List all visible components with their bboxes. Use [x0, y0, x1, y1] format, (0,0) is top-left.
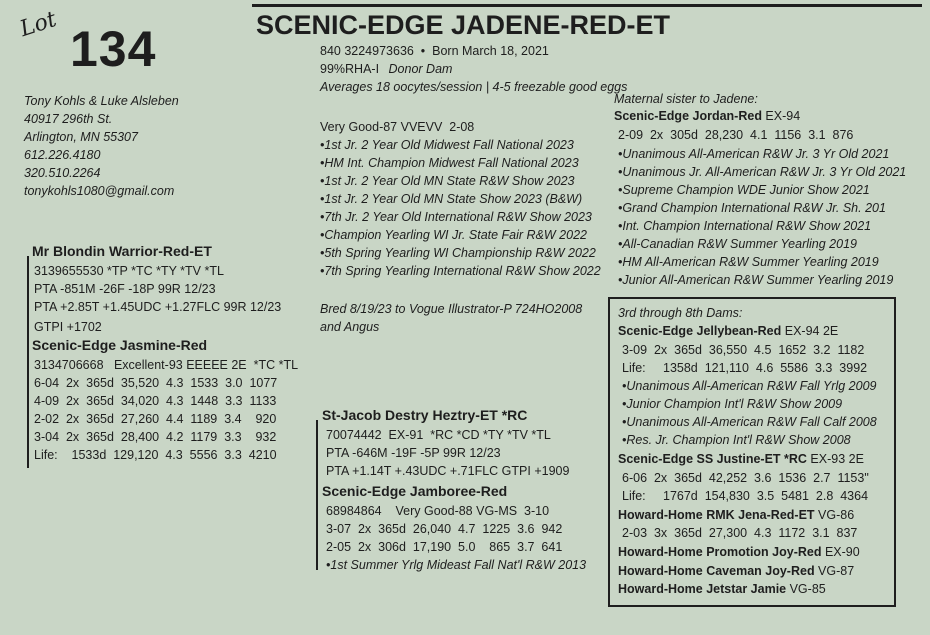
dam3-award: •Res. Jr. Champion Int'l R&W Show 2008 — [622, 433, 851, 447]
owner-email: tonykohls1080@gmail.com — [24, 184, 175, 198]
sister-award: •HM All-American R&W Summer Yearling 2019 — [618, 255, 879, 269]
mgs-name: St-Jacob Destry Heztry-ET *RC — [322, 407, 528, 423]
dam6-name: Howard-Home Promotion Joy-Red — [618, 545, 822, 559]
award-item: •1st Jr. 2 Year Old MN State Show 2023 (B&W) — [320, 192, 583, 206]
dam3-heading — [618, 322, 838, 340]
granddam-award: •1st Summer Yrlg Mideast Fall Nat'l R&W 2013 — [326, 558, 587, 572]
averages-line: Averages 18 oocytes/session | 4-5 freezable good eggs — [320, 80, 628, 94]
dam-line: 6-04 2x 365d 35,520 4.3 1533 3.0 1077 — [34, 376, 278, 390]
sister-score: EX-94 — [761, 109, 801, 123]
sire-line: PTA +2.85T +1.45UDC +1.27FLC 99R 12/23 — [34, 300, 282, 314]
rha-value: 99%RHA-I — [320, 62, 380, 76]
dam5-score: VG-86 — [814, 508, 855, 522]
sire-line: 3139655530 *TP *TC *TY *TV *TL — [34, 264, 224, 278]
dam3-score: EX-94 2E — [781, 324, 839, 338]
classification: Very Good-87 VVEVV 2-08 — [320, 120, 475, 134]
sister-heading — [614, 107, 800, 125]
award-item: •5th Spring Yearling WI Championship R&W 2022 — [320, 246, 596, 260]
dam5-name: Howard-Home RMK Jena-Red-ET — [618, 508, 815, 522]
dam5-record: 2-03 3x 365d 27,300 4.3 1172 3.1 837 — [622, 526, 858, 540]
sister-award: •Supreme Champion WDE Junior Show 2021 — [618, 183, 870, 197]
registration-line: 840 3224973636 • Born March 18, 2021 — [320, 44, 549, 58]
granddam-line: 68984864 Very Good-88 VG-MS 3-10 — [326, 504, 550, 518]
dam-line: Life: 1533d 129,120 4.3 5556 3.3 4210 — [34, 448, 277, 462]
sister-award: •Unanimous Jr. All-American R&W Jr. 3 Yr Old 2021 — [618, 165, 907, 179]
dam7-heading — [618, 562, 854, 580]
dam8-heading — [618, 580, 826, 598]
sire-line: GTPI +1702 — [34, 320, 102, 334]
dam-line: 3134706668 Excellent-93 EEEEE 2E *TC *TL — [34, 358, 299, 372]
award-item: •HM Int. Champion Midwest Fall National 2023 — [320, 156, 579, 170]
owner-phone2: 320.510.2264 — [24, 166, 101, 180]
sire-name: Mr Blondin Warrior-Red-ET — [32, 243, 212, 259]
owner-block — [24, 92, 179, 200]
lot-label: Lot — [17, 6, 60, 43]
dam4-name: Scenic-Edge SS Justine-ET *RC — [618, 452, 807, 466]
dams-intro: 3rd through 8th Dams: — [618, 306, 743, 320]
sister-intro: Maternal sister to Jadene: — [614, 92, 758, 106]
award-item: •1st Jr. 2 Year Old Midwest Fall National 2023 — [320, 138, 574, 152]
sister-award: •Int. Champion International R&W Show 2021 — [618, 219, 872, 233]
award-item: •1st Jr. 2 Year Old MN State R&W Show 2023 — [320, 174, 575, 188]
dam3-record: 3-09 2x 365d 36,550 4.5 1652 3.2 1182 — [622, 343, 865, 357]
lot-number: 134 — [70, 21, 157, 77]
dam3-record: Life: 1358d 121,110 4.6 5586 3.3 3992 — [622, 361, 868, 375]
mgs-line: 70074442 EX-91 *RC *CD *TY *TV *TL — [326, 428, 551, 442]
granddam-line: 2-05 2x 306d 17,190 5.0 865 3.7 641 — [326, 540, 563, 554]
dam7-name: Howard-Home Caveman Joy-Red — [618, 564, 815, 578]
dam4-record: 6-06 2x 365d 42,252 3.6 1536 2.7 1153" — [622, 471, 869, 485]
donor-label: Donor Dam — [388, 62, 453, 76]
granddam-name: Scenic-Edge Jamboree-Red — [322, 483, 508, 499]
bred-line-2: and Angus — [320, 320, 380, 334]
top-rule — [252, 4, 922, 7]
dam-line: 3-04 2x 365d 28,400 4.2 1179 3.3 932 — [34, 430, 277, 444]
dam3-award: •Junior Champion Int'l R&W Show 2009 — [622, 397, 843, 411]
rha-line — [320, 60, 452, 78]
dam-line: 4-09 2x 365d 34,020 4.3 1448 3.3 1133 — [34, 394, 277, 408]
owner-address2: Arlington, MN 55307 — [24, 130, 138, 144]
bred-line-1: Bred 8/19/23 to Vogue Illustrator-P 724HO2008 — [320, 302, 583, 316]
dam4-heading — [618, 450, 864, 468]
dam8-name: Howard-Home Jetstar Jamie — [618, 582, 787, 596]
dam6-heading — [618, 543, 860, 561]
mgs-line: PTA -646M -19F -5P 99R 12/23 — [326, 446, 501, 460]
award-item: •7th Jr. 2 Year Old International R&W Show 2023 — [320, 210, 592, 224]
sister-award: •All-Canadian R&W Summer Yearling 2019 — [618, 237, 857, 251]
page-title: SCENIC-EDGE JADENE-RED-ET — [256, 10, 671, 40]
dam5-heading — [618, 506, 854, 524]
dam3-award: •Unanimous All-American R&W Fall Yrlg 2009 — [622, 379, 877, 393]
pedigree-bracket — [27, 256, 29, 468]
sire-line: PTA -851M -26F -18P 99R 12/23 — [34, 282, 216, 296]
dam3-award: •Unanimous All-American R&W Fall Calf 2008 — [622, 415, 877, 429]
granddam-line: 3-07 2x 365d 26,040 4.7 1225 3.6 942 — [326, 522, 563, 536]
dam3-name: Scenic-Edge Jellybean-Red — [618, 324, 782, 338]
award-item: •7th Spring Yearling International R&W Show 2022 — [320, 264, 601, 278]
sister-award: •Unanimous All-American R&W Jr. 3 Yr Old 2021 — [618, 147, 890, 161]
owner-address1: 40917 296th St. — [24, 112, 113, 126]
dam4-record: Life: 1767d 154,830 3.5 5481 2.8 4364 — [622, 489, 869, 503]
owner-phone1: 612.226.4180 — [24, 148, 101, 162]
sister-award: •Grand Champion International R&W Jr. Sh. 201 — [618, 201, 886, 215]
dam-line: 2-02 2x 365d 27,260 4.4 1189 3.4 920 — [34, 412, 277, 426]
mgs-line: PTA +1.14T +.43UDC +.71FLC GTPI +1909 — [326, 464, 570, 478]
dam7-score: VG-87 — [814, 564, 855, 578]
award-item: •Champion Yearling WI Jr. State Fair R&W 2022 — [320, 228, 587, 242]
pedigree-bracket — [316, 420, 318, 570]
sister-award: •Junior All-American R&W Summer Yearling 2019 — [618, 273, 894, 287]
dam8-score: VG-85 — [786, 582, 826, 596]
sister-record: 2-09 2x 305d 28,230 4.1 1156 3.1 876 — [618, 128, 854, 142]
sister-name: Scenic-Edge Jordan-Red — [614, 109, 762, 123]
dam4-score: EX-93 2E — [806, 452, 864, 466]
owner-name: Tony Kohls & Luke Alsleben — [24, 94, 179, 108]
dam-name: Scenic-Edge Jasmine-Red — [32, 337, 208, 353]
dam6-score: EX-90 — [821, 545, 860, 559]
